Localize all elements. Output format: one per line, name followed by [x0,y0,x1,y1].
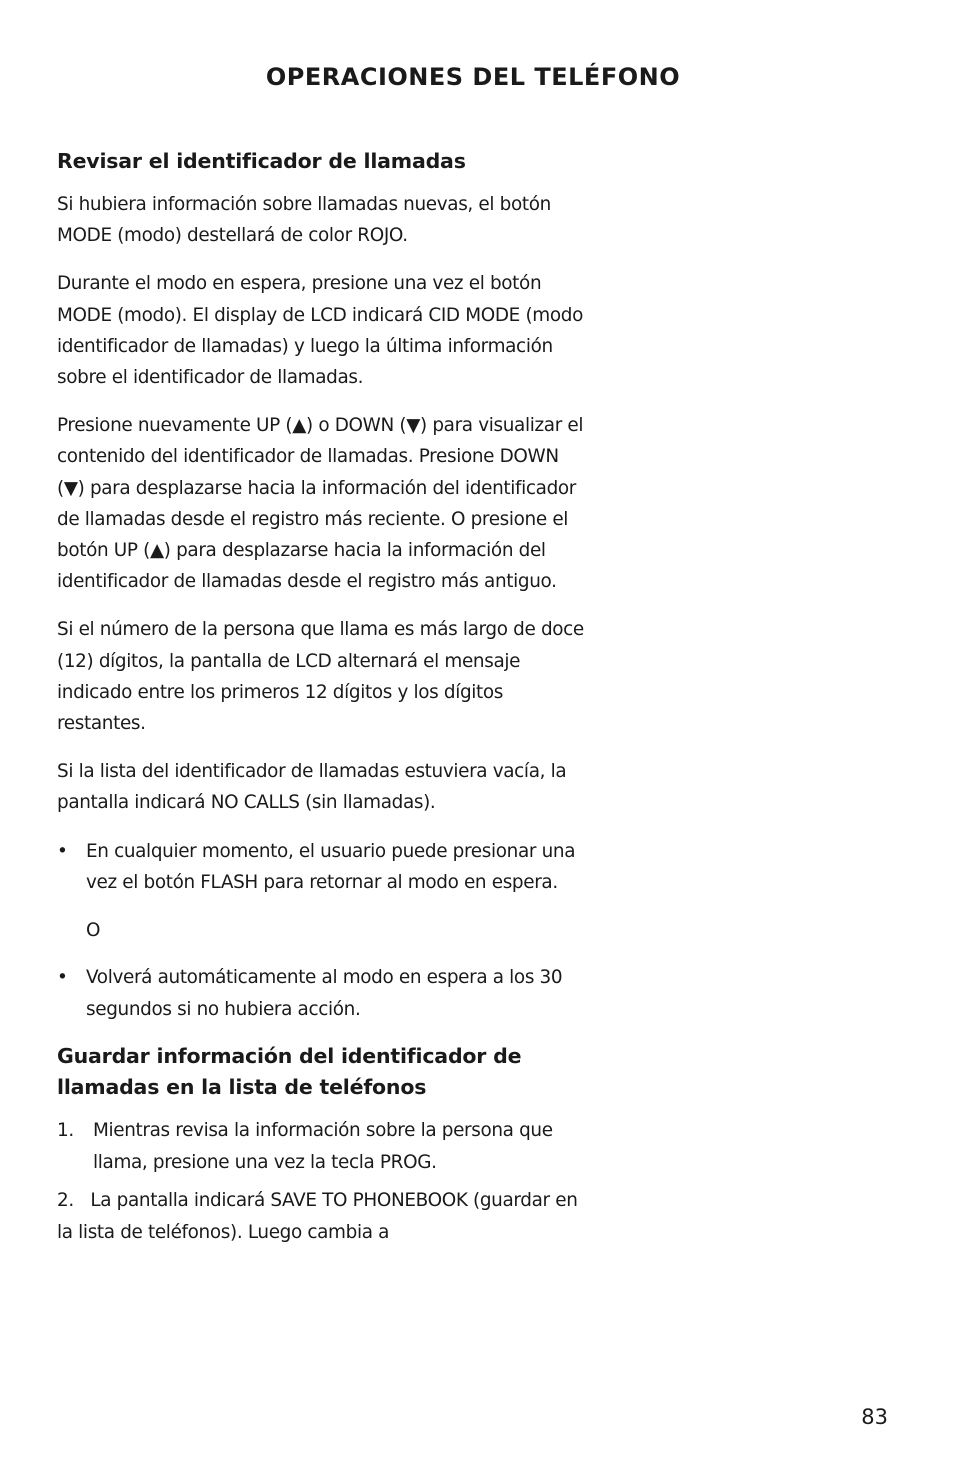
numbered-step [57,1185,587,1248]
page-title: OPERACIONES DEL TELÉFONO [265,63,681,91]
page-content [57,146,587,1255]
list-item [57,836,587,899]
numbered-step [57,1115,587,1178]
or-separator: O [86,919,101,941]
paragraph-new-calls: Si hubiera información sobre llamadas nuevas, el botón MODE (modo) destellará de color ROJO. [57,194,551,247]
paragraph-empty-list: Si la lista del identificador de llamadas estuviera vacía, la pantalla indicará NO CALLS (sin llamadas). [57,761,567,814]
page-number: 83 [861,1405,888,1429]
step-text: La pantalla indicará SAVE TO PHONEBOOK (guardar en la lista de teléfonos). Luego cambia a [57,1190,578,1243]
step-number: 2. [57,1190,74,1212]
paragraph-long-number: Si el número de la persona que llama es más largo de doce (12) dígitos, la pantalla de LCD alternará el mensaje indicado entre los primeros 12 dígitos y los dígitos restantes. [57,619,584,735]
step-number: 1. [57,1120,74,1142]
section-heading-review-caller-id: Revisar el identificador de llamadas [57,149,466,173]
bullet-text: Volverá automáticamente al modo en espera a los 30 segundos si no hubiera acción. [86,967,563,1020]
bullet-icon: • [57,967,68,989]
section-heading-save-caller-id: Guardar información del identificador de llamadas en la lista de teléfonos [57,1044,522,1100]
paragraph-up-down: Presione nuevamente UP (▲) o DOWN (▼) para visualizar el contenido del identificador de llamadas. Presione DOWN (▼) para desplazarse hacia la información del identificador de llamadas desde el registro más reciente. O presione el botón UP (▲) para desplazarse hacia la información del identificador de llamadas desde el registro más antiguo. [57,415,584,593]
bullet-icon: • [57,840,68,862]
paragraph-standby-mode: Durante el modo en espera, presione una vez el botón MODE (modo). El display de LCD indicará CID MODE (modo identificador de llamadas) y luego la última información sobre el identificador de llamadas. [57,273,583,389]
list-item [57,962,587,1025]
bullet-text: En cualquier momento, el usuario puede presionar una vez el botón FLASH para retornar al modo en espera. [86,840,576,894]
step-text: Mientras revisa la información sobre la persona que llama, presione una vez la tecla PROG. [93,1120,553,1173]
